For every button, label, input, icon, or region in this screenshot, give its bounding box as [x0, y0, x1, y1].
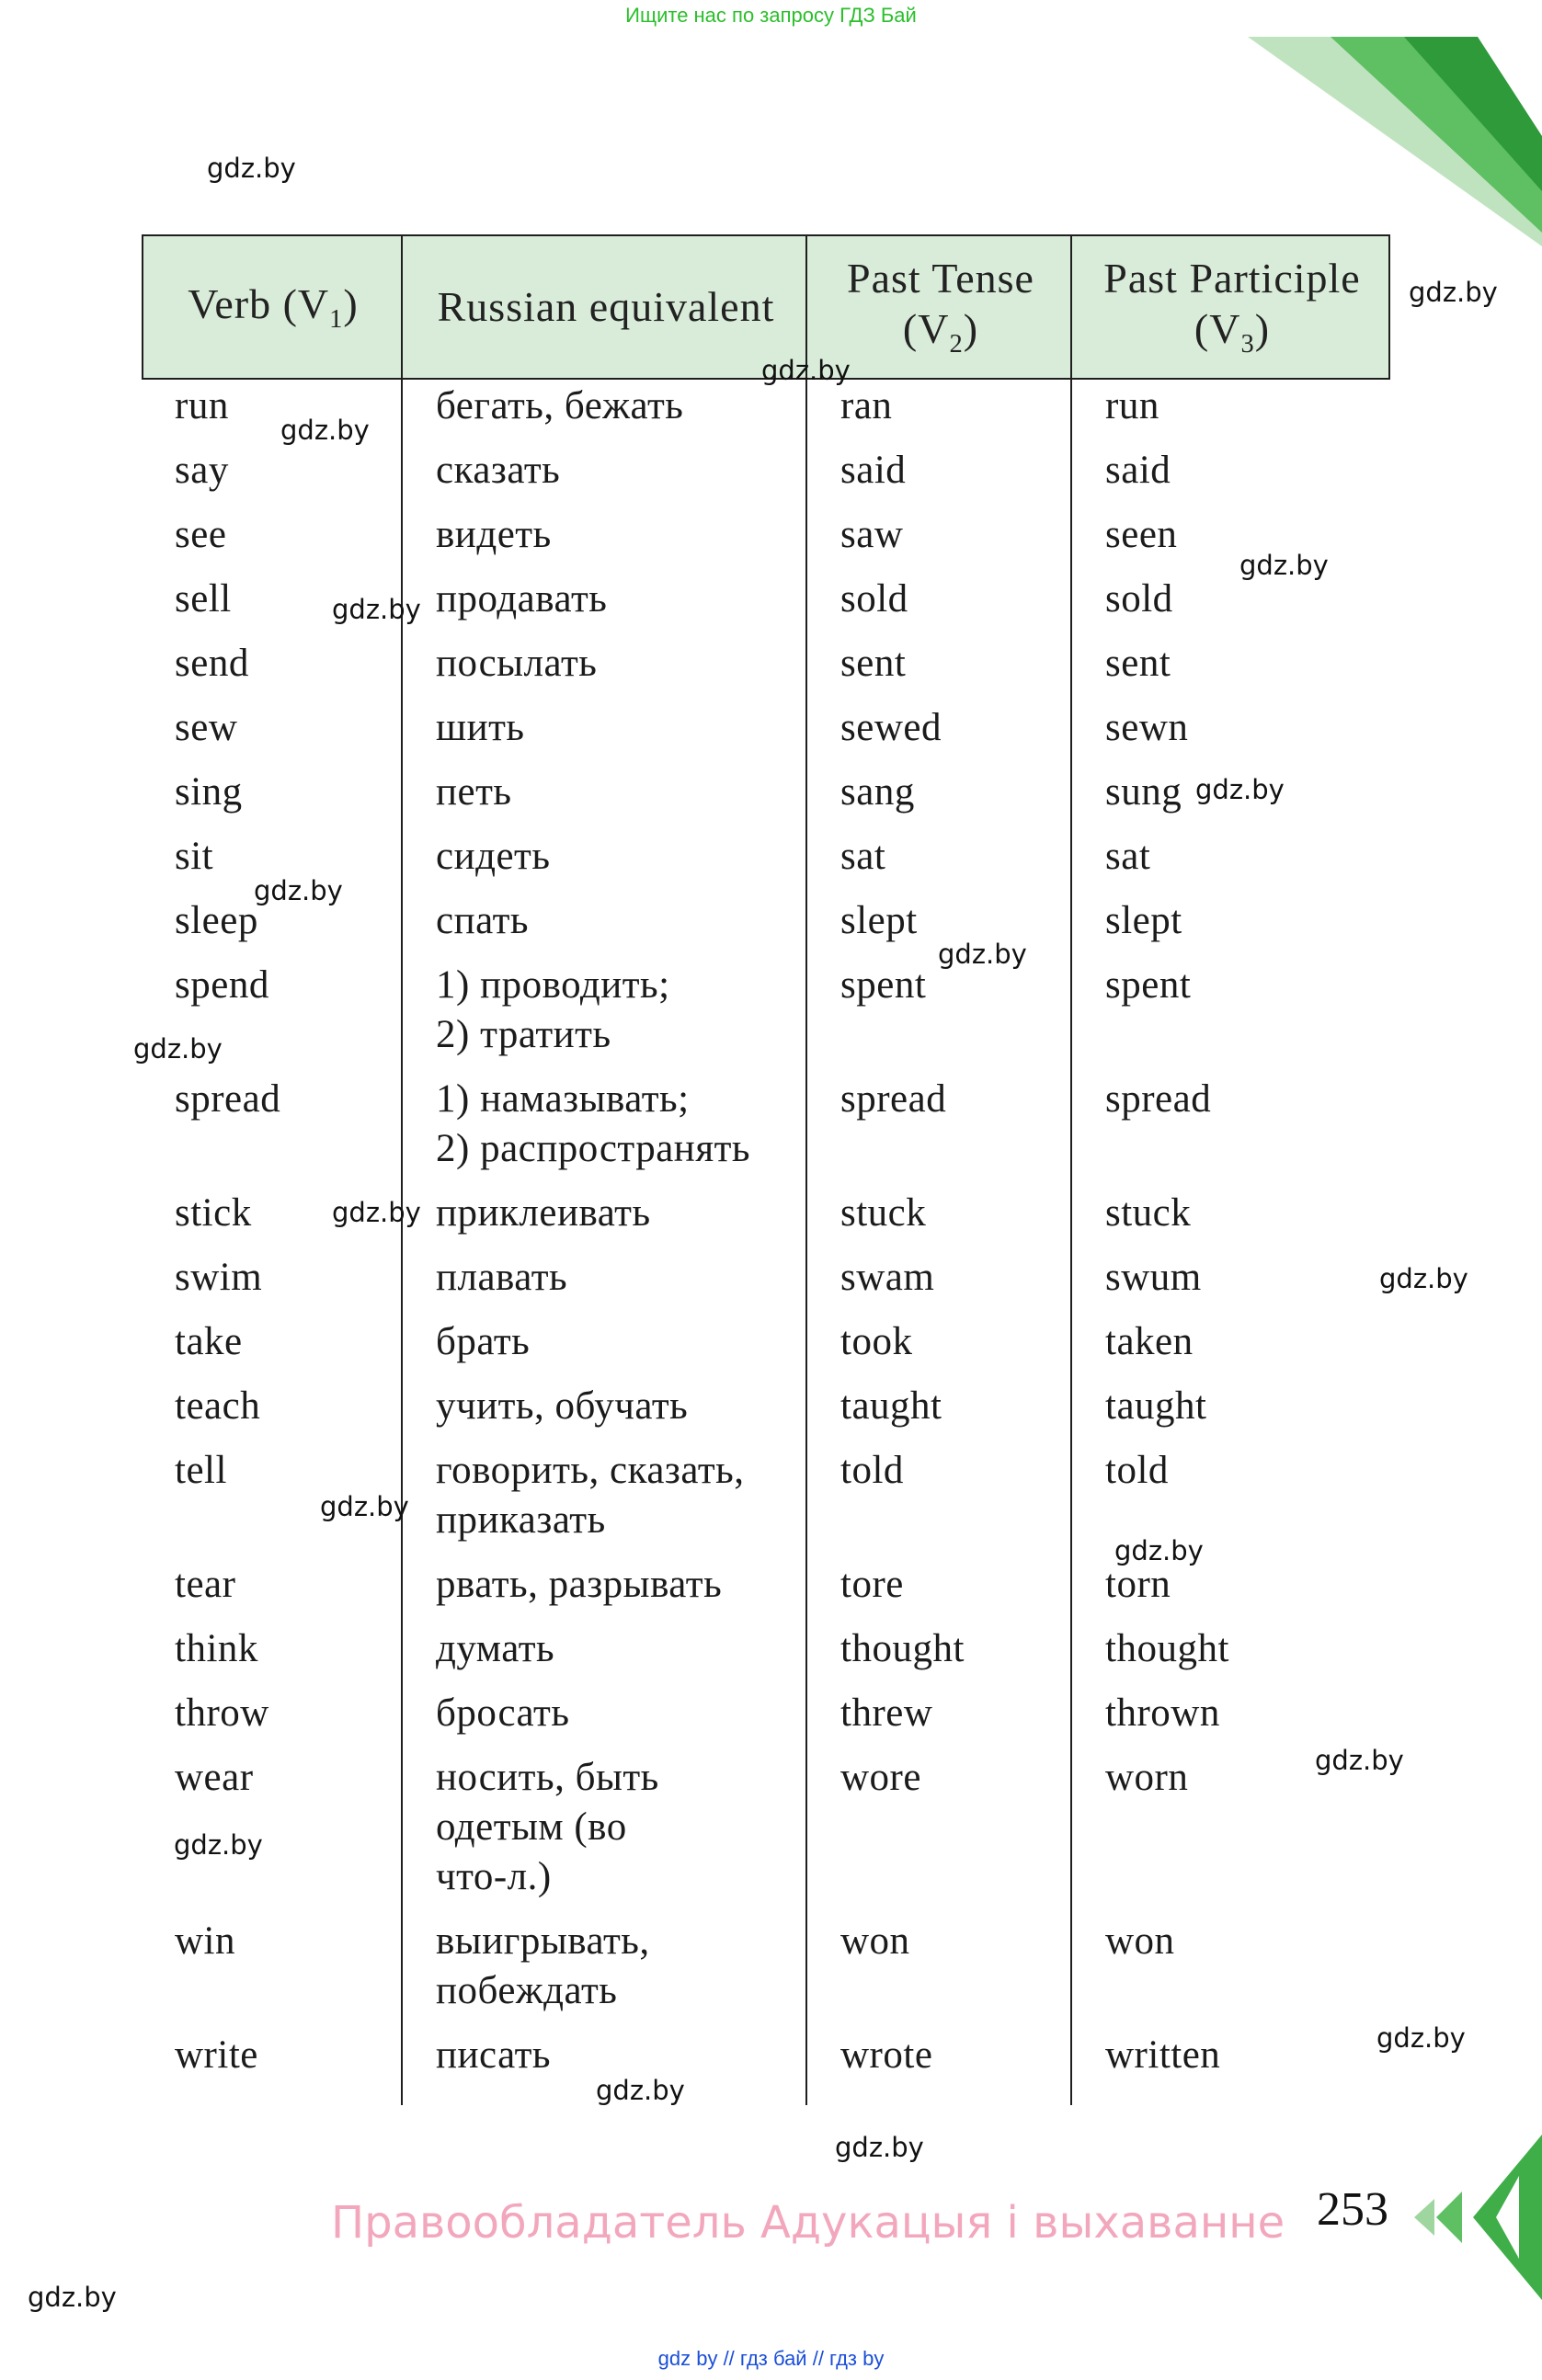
watermark: gdz.by: [332, 594, 421, 625]
cell-verb: say: [175, 449, 229, 492]
cell-verb: sing: [175, 770, 243, 814]
cell-past-tense: spent: [840, 963, 927, 1007]
cell-verb: win: [175, 1919, 235, 1963]
cell-verb: swim: [175, 1256, 263, 1299]
cell-verb: sew: [175, 706, 238, 749]
cell-past-participle: sung: [1105, 770, 1182, 814]
cell-russian: 2) распространять: [436, 1127, 751, 1170]
cell-russian: рвать, разрывать: [436, 1563, 723, 1606]
cell-verb: wear: [175, 1756, 254, 1799]
cell-russian: 1) намазывать;: [436, 1077, 690, 1121]
cell-past-participle: told: [1105, 1449, 1169, 1492]
cell-past-tense: sent: [840, 642, 907, 685]
page-number: 253: [1317, 2183, 1388, 2236]
cell-verb: take: [175, 1320, 243, 1363]
cell-past-participle: taken: [1105, 1320, 1194, 1363]
cell-past-participle: written: [1105, 2033, 1221, 2077]
column-divider: [1070, 234, 1072, 2105]
cell-past-tense: slept: [840, 899, 918, 942]
cell-verb: spend: [175, 963, 269, 1007]
cell-past-tense: won: [840, 1919, 910, 1963]
cell-past-tense: spread: [840, 1077, 947, 1121]
cell-past-tense: sewed: [840, 706, 942, 749]
cell-verb: write: [175, 2033, 258, 2077]
cell-past-tense: taught: [840, 1384, 942, 1428]
cell-past-participle: swum: [1105, 1256, 1202, 1299]
cell-verb: spread: [175, 1077, 281, 1121]
cell-past-participle: spread: [1105, 1077, 1212, 1121]
cell-russian: видеть: [436, 513, 552, 556]
cell-past-participle: sewn: [1105, 706, 1189, 749]
watermark: gdz.by: [254, 875, 343, 906]
cell-russian: что-л.): [436, 1855, 552, 1898]
cell-russian: говорить, сказать,: [436, 1449, 745, 1492]
cell-russian: продавать: [436, 577, 608, 621]
cell-past-participle: slept: [1105, 899, 1182, 942]
header-russian: Russian equivalent: [437, 283, 775, 331]
top-banner[interactable]: Ищите нас по запросу ГДЗ Бай: [625, 4, 917, 27]
cell-russian: 2) тратить: [436, 1013, 611, 1056]
cell-past-participle: torn: [1105, 1563, 1171, 1606]
cell-past-participle: spent: [1105, 963, 1192, 1007]
cell-past-tense: stuck: [840, 1191, 927, 1235]
cell-verb: teach: [175, 1384, 261, 1428]
watermark: gdz.by: [596, 2075, 685, 2106]
cell-verb: sit: [175, 835, 214, 878]
cell-past-participle: thrown: [1105, 1691, 1220, 1735]
cell-past-participle: sold: [1105, 577, 1173, 621]
watermark: gdz.by: [835, 2132, 924, 2163]
cell-russian: сидеть: [436, 835, 551, 878]
cell-past-tense: wore: [840, 1756, 921, 1799]
cell-russian: 1) проводить;: [436, 963, 670, 1007]
cell-verb: think: [175, 1627, 258, 1670]
cell-past-tense: told: [840, 1449, 904, 1492]
watermark: gdz.by: [174, 1829, 263, 1861]
cell-verb: stick: [175, 1191, 252, 1235]
cell-russian: петь: [436, 770, 512, 814]
cell-russian: носить, быть: [436, 1756, 659, 1799]
watermark: gdz.by: [332, 1197, 421, 1228]
cell-verb: see: [175, 513, 227, 556]
cell-verb: throw: [175, 1691, 269, 1735]
cell-past-tense: said: [840, 449, 907, 492]
bottom-links[interactable]: gdz by // гдз бай // гдз by: [657, 2347, 885, 2370]
cell-past-participle: said: [1105, 449, 1171, 492]
watermark: gdz.by: [207, 153, 296, 184]
cell-verb: tear: [175, 1563, 236, 1606]
watermark: gdz.by: [1195, 774, 1285, 805]
cell-past-tense: saw: [840, 513, 904, 556]
watermark: gdz.by: [1379, 1263, 1468, 1294]
watermark: gdz.by: [280, 415, 370, 446]
copyright-notice: Правообладатель Адукацыя і выхаванне: [331, 2197, 1285, 2249]
cell-past-tense: thought: [840, 1627, 965, 1670]
cell-past-participle: seen: [1105, 513, 1178, 556]
cell-russian: выигрывать,: [436, 1919, 650, 1963]
watermark: gdz.by: [1315, 1745, 1404, 1776]
cell-past-participle: stuck: [1105, 1191, 1192, 1235]
cell-verb: tell: [175, 1449, 227, 1492]
cell-past-participle: taught: [1105, 1384, 1207, 1428]
cell-past-participle: sat: [1105, 835, 1151, 878]
corner-decoration: [1248, 35, 1542, 246]
watermark: gdz.by: [1239, 550, 1329, 581]
cell-russian: бегать, бежать: [436, 384, 684, 427]
cell-russian: приклеивать: [436, 1191, 651, 1235]
header-verb: Verb $(V_1)$: [188, 279, 359, 334]
cell-russian: сказать: [436, 449, 561, 492]
watermark: gdz.by: [938, 939, 1027, 970]
header-past-participle: Past Participle $(V_3)$: [1103, 255, 1361, 359]
cell-russian: писать: [436, 2033, 552, 2077]
watermark: gdz.by: [761, 355, 851, 386]
cell-past-tense: ran: [840, 384, 893, 427]
cell-verb: send: [175, 642, 249, 685]
cell-past-tense: took: [840, 1320, 913, 1363]
cell-russian: посылать: [436, 642, 598, 685]
watermark: gdz.by: [28, 2282, 117, 2313]
header-past-tense: Past Tense $(V_2)$: [847, 255, 1034, 359]
cell-russian: шить: [436, 706, 525, 749]
cell-past-tense: sold: [840, 577, 908, 621]
cell-verb: sleep: [175, 899, 258, 942]
cell-past-tense: swam: [840, 1256, 935, 1299]
watermark: gdz.by: [133, 1033, 223, 1065]
cell-russian: побеждать: [436, 1969, 618, 2012]
cell-verb: run: [175, 384, 229, 427]
cell-russian: бросать: [436, 1691, 570, 1735]
cell-russian: спать: [436, 899, 529, 942]
cell-past-tense: threw: [840, 1691, 933, 1735]
cell-past-tense: sang: [840, 770, 915, 814]
column-divider: [805, 234, 807, 2105]
cell-past-participle: worn: [1105, 1756, 1189, 1799]
cell-past-tense: tore: [840, 1563, 904, 1606]
watermark: gdz.by: [1114, 1535, 1204, 1566]
cell-russian: думать: [436, 1627, 555, 1670]
cell-past-tense: wrote: [840, 2033, 933, 2077]
cell-russian: одетым (во: [436, 1805, 627, 1849]
column-divider: [401, 234, 403, 2105]
watermark: gdz.by: [1409, 277, 1498, 308]
cell-russian: учить, обучать: [436, 1384, 689, 1428]
cell-verb: sell: [175, 577, 232, 621]
page-corner-arrows-icon: [1409, 2135, 1542, 2300]
cell-past-participle: sent: [1105, 642, 1171, 685]
cell-russian: брать: [436, 1320, 531, 1363]
watermark: gdz.by: [320, 1491, 409, 1522]
cell-past-participle: thought: [1105, 1627, 1229, 1670]
cell-russian: плавать: [436, 1256, 568, 1299]
cell-past-tense: sat: [840, 835, 886, 878]
watermark: gdz.by: [1376, 2022, 1466, 2054]
cell-past-participle: run: [1105, 384, 1159, 427]
cell-past-participle: won: [1105, 1919, 1175, 1963]
cell-russian: приказать: [436, 1498, 606, 1542]
